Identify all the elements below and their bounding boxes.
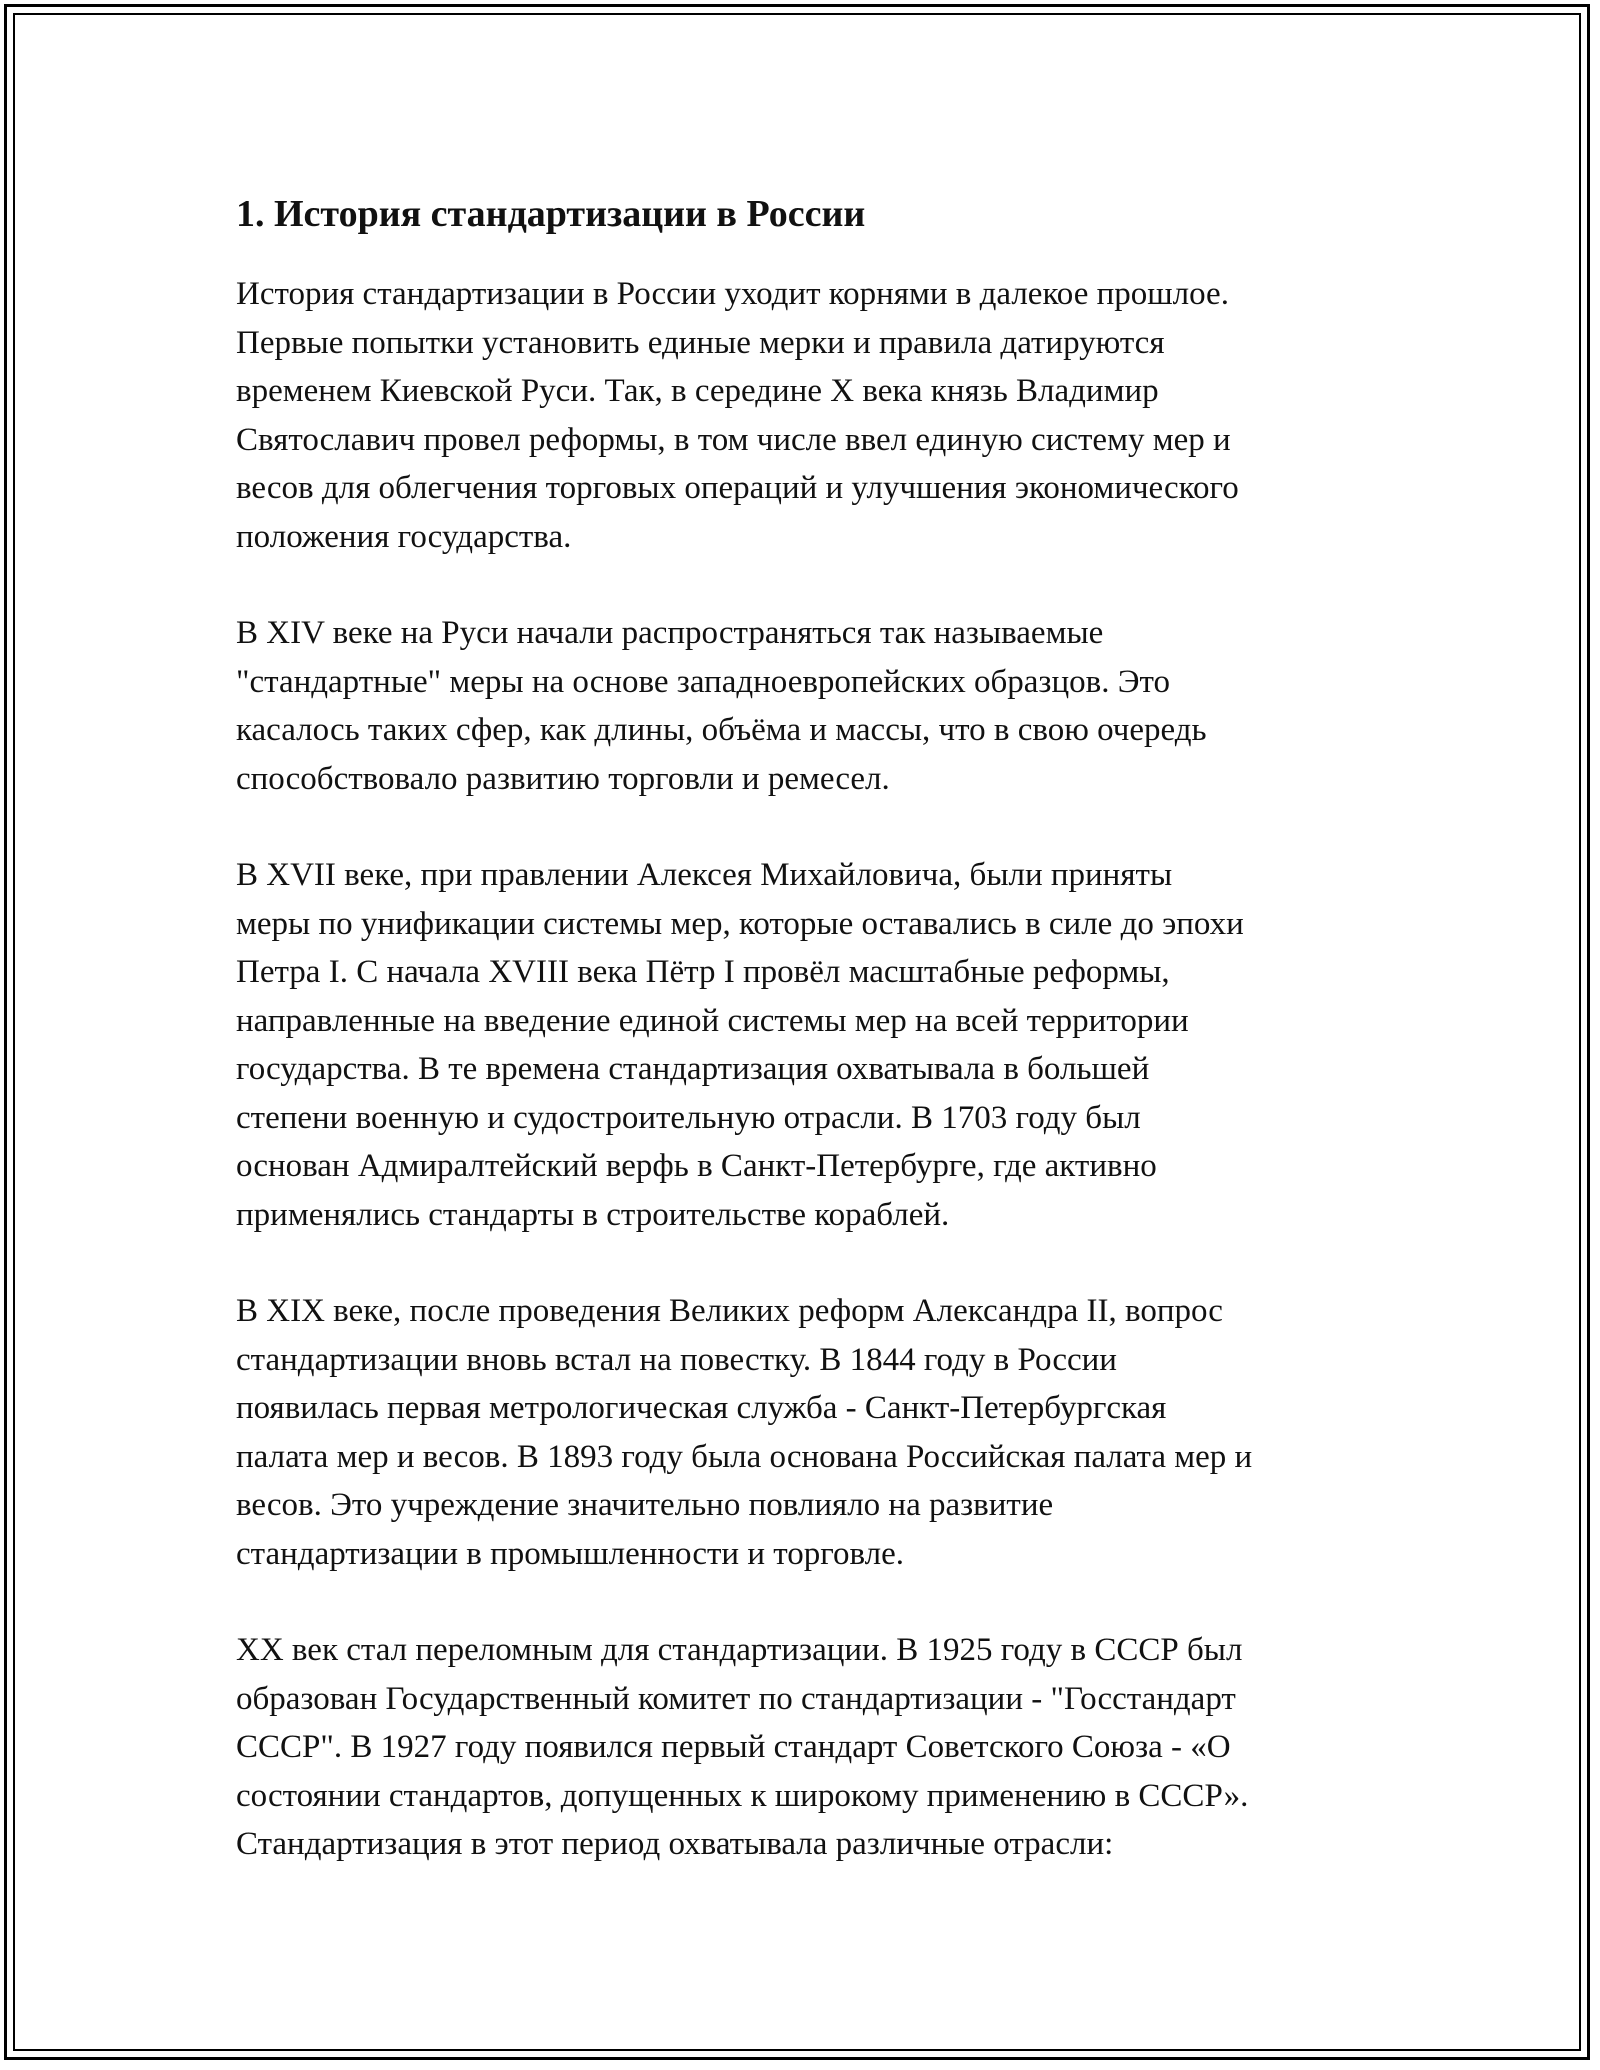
text-line: весов для облегчения торговых операций и улучшения экономического: [236, 470, 1239, 506]
text-line: Петра I. С начала XVIII века Пётр I провёл масштабные реформы,: [236, 954, 1170, 990]
section-title: 1. История стандартизации в России: [236, 193, 866, 235]
text-line: СССР". В 1927 году появился первый стандарт Советского Союза - «О: [236, 1729, 1231, 1765]
text-line: способствовало развитию торговли и ремесел.: [236, 760, 890, 797]
text-line: применялись стандарты в строительстве кораблей.: [236, 1196, 950, 1233]
paragraph-xvii-century: [236, 851, 1386, 1239]
text-line: XX век стал переломным для стандартизации. В 1925 году в СССР был: [236, 1632, 1243, 1668]
document-body: [236, 188, 1386, 1917]
text-line: Стандартизация в этот период охватывала различные отрасли:: [236, 1826, 1114, 1862]
paragraph-kievan-rus: [236, 270, 1386, 561]
text-line: весов. Это учреждение значительно повлияло на развитие: [236, 1487, 1054, 1523]
text-line: меры по унификации системы мер, которые оставались в силе до эпохи: [236, 905, 1244, 942]
paragraph-xx-century: [236, 1626, 1386, 1869]
text-line: палата мер и весов. В 1893 году была основана Российская палата мер и: [236, 1438, 1253, 1475]
text-line: временем Киевской Руси. Так, в середине X века князь Владимир: [236, 373, 1159, 409]
text-line: касалось таких сфер, как длины, объёма и массы, что в свою очередь: [236, 712, 1207, 748]
text-line: положения государства.: [236, 518, 572, 555]
text-line: образован Государственный комитет по стандартизации - "Госстандарт: [236, 1680, 1236, 1717]
text-line: История стандартизации в России уходит корнями в далекое прошлое.: [236, 276, 1229, 312]
text-line: Святославич провел реформы, в том числе ввел единую систему мер и: [236, 421, 1231, 458]
text-line: "стандартные" меры на основе западноевропейских образцов. Это: [236, 663, 1170, 700]
text-line: государства. В те времена стандартизация охватывала в большей: [236, 1051, 1150, 1087]
text-line: степени военную и судостроительную отрасли. В 1703 году был: [236, 1099, 1141, 1136]
text-line: В XIX веке, после проведения Великих реформ Александра II, вопрос: [236, 1293, 1223, 1329]
text-line: стандартизации в промышленности и торговле.: [236, 1535, 904, 1572]
text-line: Первые попытки установить единые мерки и правила датируются: [236, 324, 1165, 361]
text-line: состоянии стандартов, допущенных к широкому применению в СССР».: [236, 1777, 1249, 1814]
text-line: В XVII веке, при правлении Алексея Михайловича, были приняты: [236, 857, 1173, 893]
text-line: стандартизации вновь встал на повестку. В 1844 году в России: [236, 1341, 1117, 1378]
paragraph-xiv-century: [236, 609, 1386, 803]
text-line: направленные на введение единой системы мер на всей территории: [236, 1002, 1189, 1039]
text-line: основан Адмиралтейский верфь в Санкт-Петербурге, где активно: [236, 1148, 1157, 1184]
text-line: В XIV веке на Руси начали распространяться так называемые: [236, 615, 1104, 651]
paragraph-xix-century: [236, 1287, 1386, 1578]
text-line: появилась первая метрологическая служба - Санкт-Петербургская: [236, 1390, 1167, 1426]
